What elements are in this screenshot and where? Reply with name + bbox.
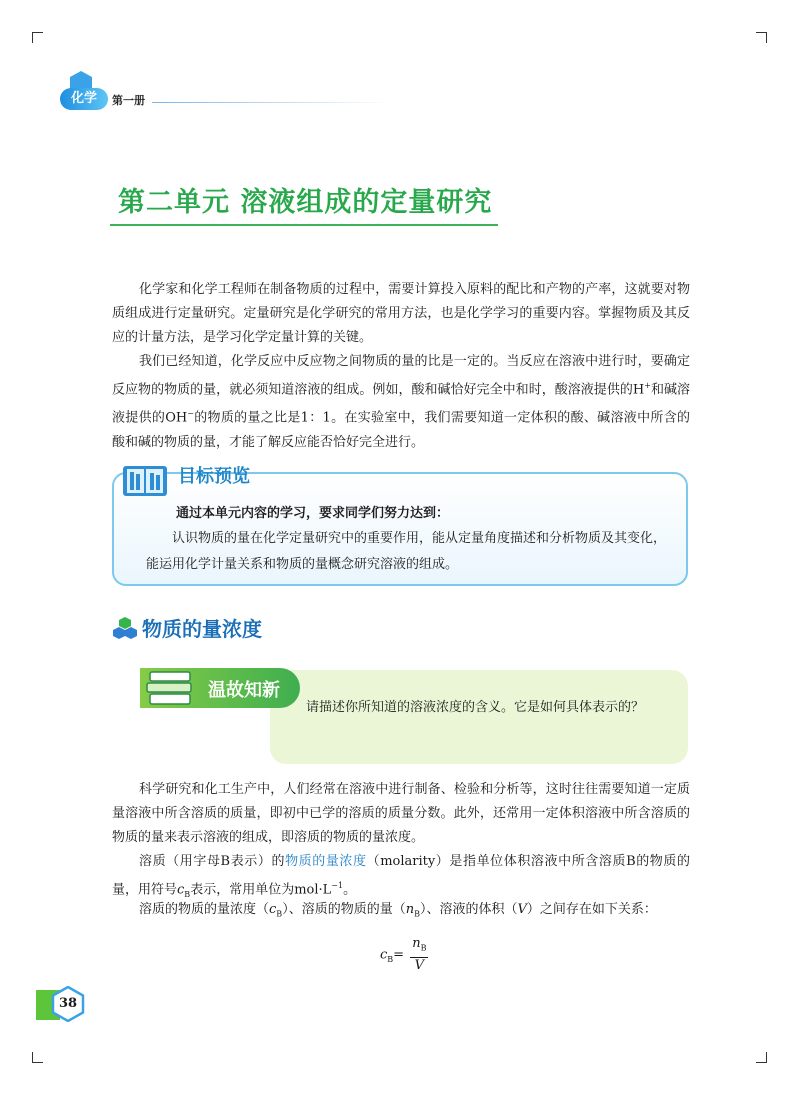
book-stack-icon xyxy=(144,668,198,708)
page-number: 38 xyxy=(58,996,78,1011)
intro-paragraph-1: 化学家和化学工程师在制备物质的过程中，需要计算投入原料的配比和产物的产率，这就要对物质组成进行定量研究。定量研究是化学研究的常用方法，也是化学学习的重要内容。掌握物质及其反应的计量方法，是学习化学定量计算的关键。 xyxy=(112,282,690,345)
unit-title: 第二单元 溶液组成的定量研究 xyxy=(118,187,493,218)
goals-title: 目标预览 xyxy=(178,466,250,487)
crop-mark-bottom-left xyxy=(32,1052,43,1063)
crop-mark-top-left xyxy=(32,32,43,43)
section-title: 物质的量浓度 xyxy=(142,617,262,641)
crop-mark-top-right xyxy=(756,32,767,43)
running-header xyxy=(60,70,390,116)
crop-mark-bottom-right xyxy=(756,1052,767,1063)
header-rule xyxy=(152,102,392,103)
review-text: 请描述你所知道的溶液浓度的含义。它是如何具体表示的？ xyxy=(306,700,645,715)
open-book-icon xyxy=(120,460,170,500)
body-paragraph-1: 科学研究和化工生产中，人们经常在溶液中进行制备、检验和分析等，这时往往需要知道一定质量溶液中所含溶质的质量，即初中已学的溶质的质量分数。此外，还常用一定体积溶液中所含溶质的物质的量来表示溶液的组成，即溶质的物质的量浓度。 xyxy=(112,782,690,845)
goals-text: 认识物质的量在化学定量研究中的重要作用，能从定量角度描述和分析物质及其变化，能运用化学计量关系和物质的量概念研究溶液的组成。 xyxy=(146,531,667,572)
unit-title-rule xyxy=(110,224,498,226)
term-molarity: 物质的量浓度 xyxy=(285,854,367,869)
subject-badge: 化学 xyxy=(60,88,108,110)
goals-lead: 通过本单元内容的学习，要求同学们努力达到： xyxy=(176,506,450,521)
body-paragraph-2: 溶质（用字母B表示）的物质的量浓度（molarity）是指单位体积溶液中所含溶质B的物质的量，用符号$c_B$表示，常用单位为$mol\cdot L^{-1}$。 xyxy=(112,854,690,899)
molarity-formula: $c_B=$ $\frac{n_B}{V}$ xyxy=(380,936,427,973)
review-title: 温故知新 xyxy=(208,680,280,701)
book-label: 第一册 xyxy=(112,94,145,107)
page-number-badge xyxy=(50,986,86,1022)
intro-paragraph-2: 我们已经知道，化学反应中反应物之间物质的量的比是一定的。当反应在溶液中进行时，要确定反应物的物质的量，就必须知道溶液的组成。例如，酸和碱恰好完全中和时，酸溶液提供的H+和碱溶液提供的OH−的物质的量之比是1：1。在实验室中，我们需要知道一定体积的酸、碱溶液中所含的酸和碱的物质的量，才能了解反应能否恰好完全进行。 xyxy=(112,354,691,450)
formula-fraction: $\frac{n_B}{V}$ xyxy=(412,936,427,973)
cubes-icon xyxy=(112,616,138,640)
body-paragraph-3: 溶质的物质的量浓度$(c_B)$、溶质的物质的量$(n_B)$、溶液的体积（V）之间存在如下关系： xyxy=(139,902,657,919)
